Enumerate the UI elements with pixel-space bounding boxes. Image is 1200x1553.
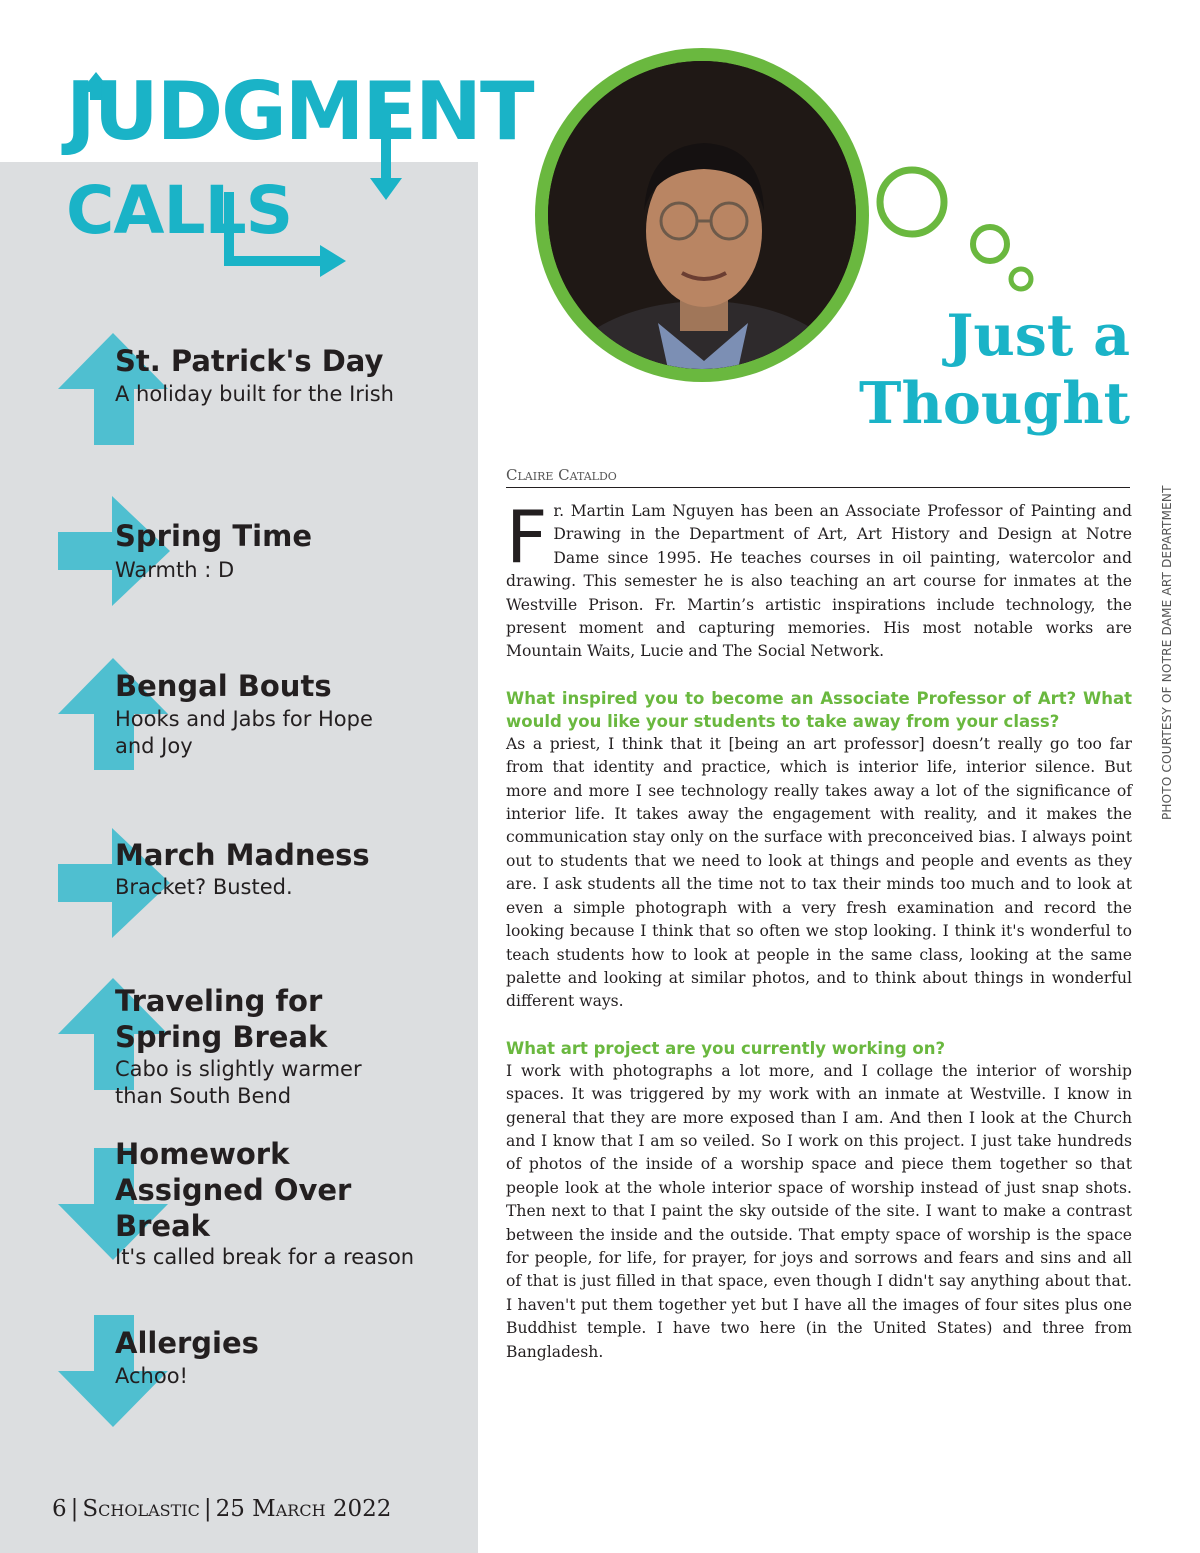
answer-1: As a priest, I think that it [being an art professor] doesn’t really go too far from that identity and practice, which is interior life, interior silence. But more and more I see technology really takes away a lot of the significance of interior life. It takes away the engagement with reality, and it makes the communication stay only on the surface with preconceived bias. I always point out to students that we need to look at things and people and events as they are. I ask students all the time not to tax their minds too much and to look at even a simple photograph with a very fresh examination and record the looking because I think that so often we stop looking. I think it's wonderful to teach students how to look at people in the same class, looking at the same palette and looking at similar photos, and to think about things in wonderful different ways. [506,734,1132,1011]
intro-paragraph [506,495,1132,664]
call-subtitle: It's called break for a reason [115,1245,415,1269]
page-number: 6 [52,1496,67,1522]
question-1: What inspired you to become an Associate Professor of Art? What would you like your students to take away from your class? [506,688,1132,731]
call-title: St. Patrick's Day [115,344,384,378]
call-title: Allergies [115,1326,259,1360]
answer-2: I work with photographs a lot more, and I collage the interior of worship spaces. It was triggered by my work with an inmate at Westville. I know in general that they are more exposed than I am. And then I look at the Church and I know that I am so veiled. So I work on this project. I just take hundreds of photos of the inside of a worship space and piece them together so that people look at the whole interior space of worship instead of just snap shots. Then next to that I paint the sky outside of the site. I want to make a contrast between the inside and the outside. That empty space of worship is the space for people, for life, for prayer, for joys and sorrows and fears and sins and all of that is just filled in that space, even though I didn't say anything about that. I haven't put them together yet but I have all the images of four sites plus one Buddhist temple. I have two here (in the United States) and three from Bangladesh. [506,1061,1132,1361]
call-subtitle: Cabo is slightly warmer than South Bend [115,1057,362,1108]
question-2: What art project are you currently working on? [506,1038,946,1058]
call-title: Spring Time [115,519,312,553]
issue-date: 25 March 2022 [215,1496,392,1522]
call-subtitle: Bracket? Busted. [115,875,293,899]
photo-credit: PHOTO COURTESY OF NOTRE DAME ART DEPARTMENT [1160,485,1174,820]
call-title: Bengal Bouts [115,669,332,703]
page-footer: 6 | Scholastic | 25 March 2022 [52,1496,392,1522]
publication-name: Scholastic [82,1496,200,1522]
call-title: March Madness [115,838,370,872]
call-title: Traveling for Spring Break [115,984,328,1054]
call-subtitle: Warmth : D [115,558,235,582]
call-subtitle: Hooks and Jabs for Hope and Joy [115,707,373,758]
portrait-photo [548,61,856,369]
portrait-figure [548,61,856,369]
article-title [859,302,1130,438]
byline: Claire Cataldo [506,466,1130,488]
intro-text: r. Martin Lam Nguyen has been an Associate Professor of Painting and Drawing in the Department of Art, Art History and Design at Notre Dame since 1995. He teaches courses in oil painting, watercolor and drawing. This semester he is also teaching an art course for inmates at the Westville Prison. Fr. Martin’s artistic inspirations include technology, the present moment and capturing memories. His most notable works are Mountain Waits, Lucie and The Social Network. [506,502,1132,661]
article-title-line2: Thought [859,370,1130,437]
call-title: Homework Assigned Over Break [115,1137,352,1243]
thought-bubbles [870,160,1040,300]
article-title-line1: Just a [946,302,1130,369]
drop-cap: F [506,495,548,579]
call-subtitle: A holiday built for the Irish [115,382,394,406]
article-body [506,495,1132,1364]
call-subtitle: Achoo! [115,1364,188,1388]
section-title-line1: JUDGMENT [66,65,533,158]
section-title-line2: CALLS [66,172,293,249]
